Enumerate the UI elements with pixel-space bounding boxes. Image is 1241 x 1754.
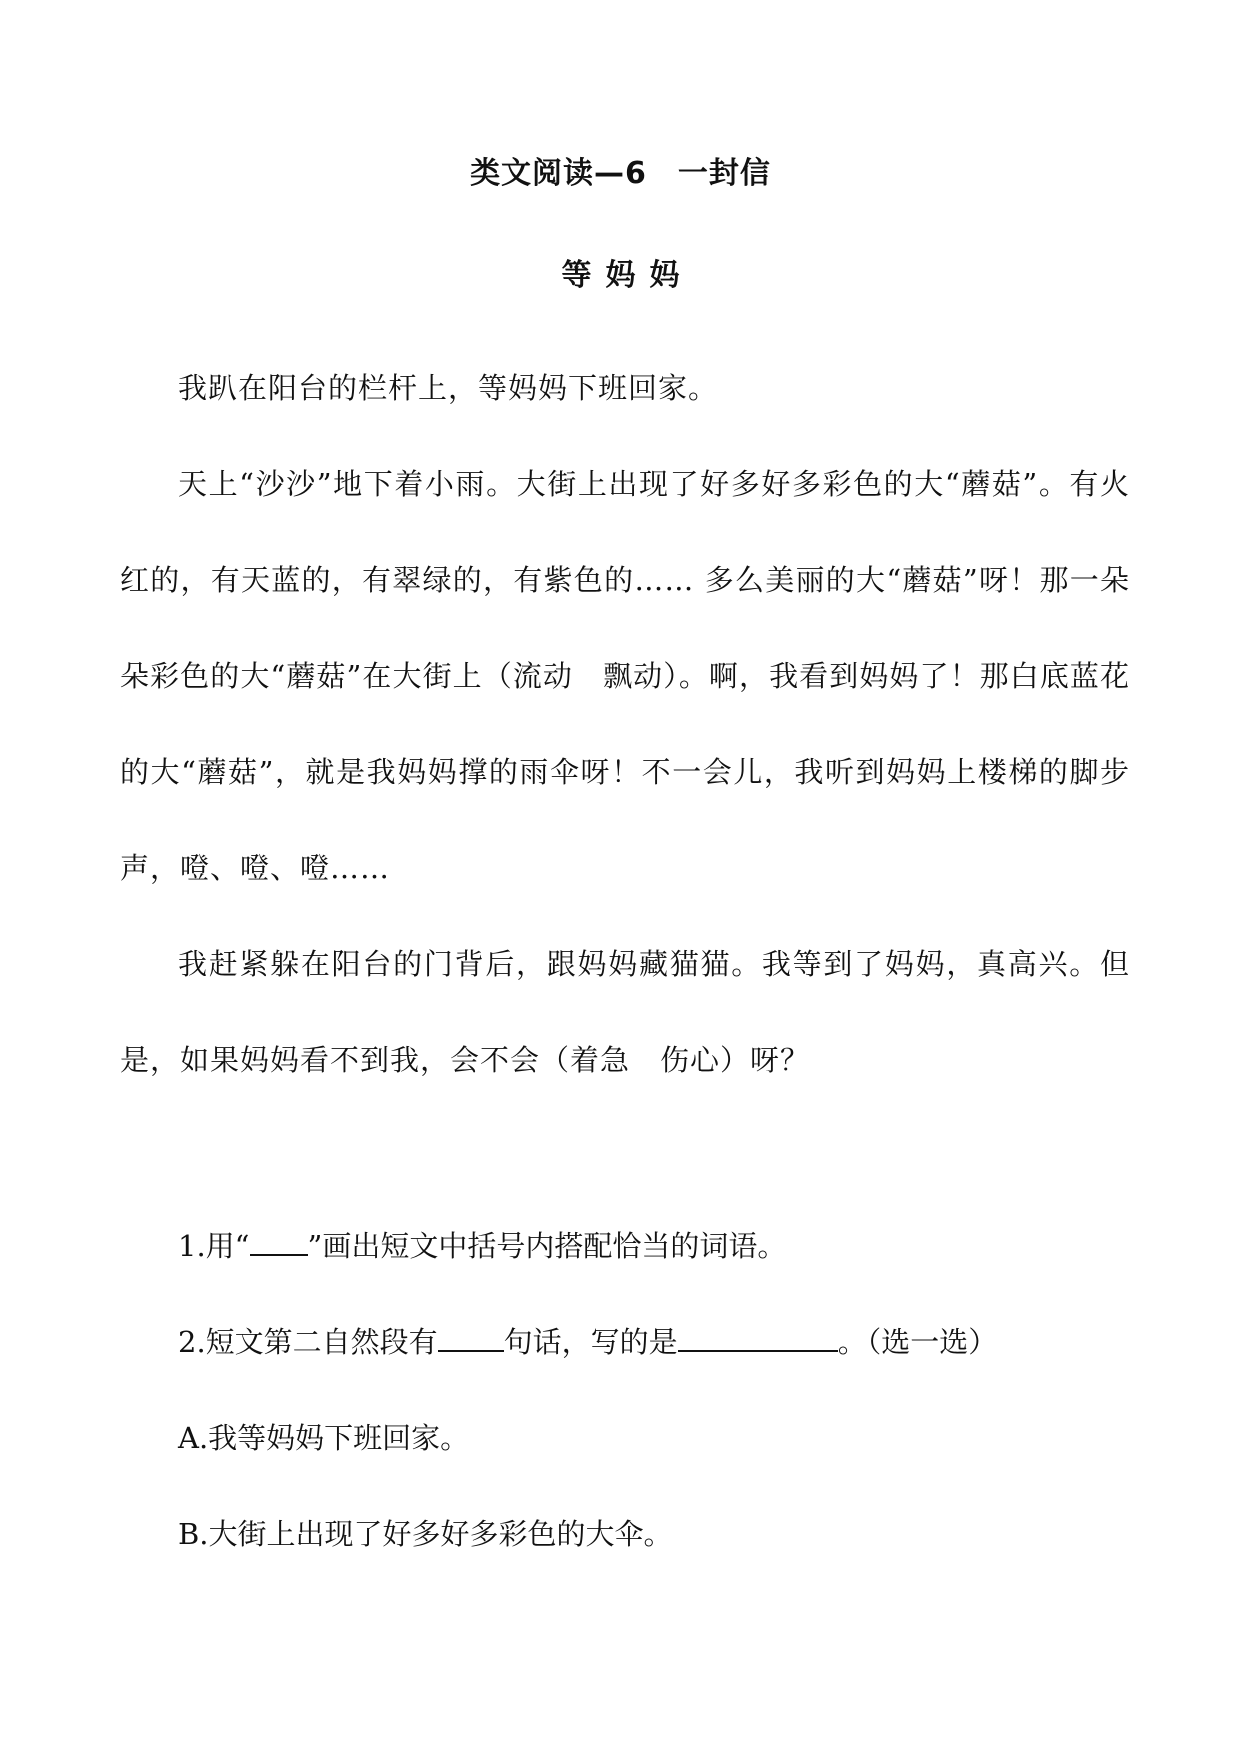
story-paragraph-1: 我趴在阳台的栏杆上，等妈妈下班回家。	[178, 371, 719, 405]
content-answer-blank[interactable]	[678, 1324, 838, 1352]
page-title: 类文阅读—6 一封信	[470, 156, 771, 191]
option-a[interactable]: A.我等妈妈下班回家。	[178, 1421, 470, 1455]
question-2-text-part2: 句话，写的是	[503, 1325, 678, 1359]
underline-sample-blank	[250, 1228, 308, 1256]
questions-section	[178, 1222, 1128, 1606]
question-2-text-part1: 2.短文第二自然段有	[178, 1325, 438, 1359]
question-2-text-part3: 。（选一选）	[837, 1325, 998, 1359]
question-1	[178, 1222, 1128, 1270]
story-text	[120, 340, 1130, 1108]
question-1-text-start: 1.用“	[178, 1229, 250, 1263]
sentence-count-blank[interactable]	[438, 1324, 504, 1352]
question-1-text-end: ”画出短文中括号内搭配恰当的词语。	[307, 1229, 787, 1263]
story-paragraph-2: 天上“沙沙”地下着小雨。大街上出现了好多好多彩色的大“蘑菇”。有火红的，有天蓝的，有翠绿的，有紫色的…… 多么美丽的大“蘑菇”呀！那一朵朵彩色的大“蘑菇”在大街上（流动 飘动）。啊，我看到妈妈了！那白底蓝花的大“蘑菇”，就是我妈妈撑的雨伞呀！不一会儿，我听到妈妈上楼梯的脚步声，噔、噔、噔……	[120, 467, 1130, 885]
question-2	[178, 1318, 1128, 1366]
story-paragraph-3: 我赶紧躲在阳台的门背后，跟妈妈藏猫猫。我等到了妈妈，真高兴。但是，如果妈妈看不到我，会不会（着急 伤心）呀？	[120, 947, 1130, 1077]
story-title: 等妈妈	[561, 258, 694, 293]
option-b[interactable]: B.大街上出现了好多好多彩色的大伞。	[178, 1517, 673, 1551]
